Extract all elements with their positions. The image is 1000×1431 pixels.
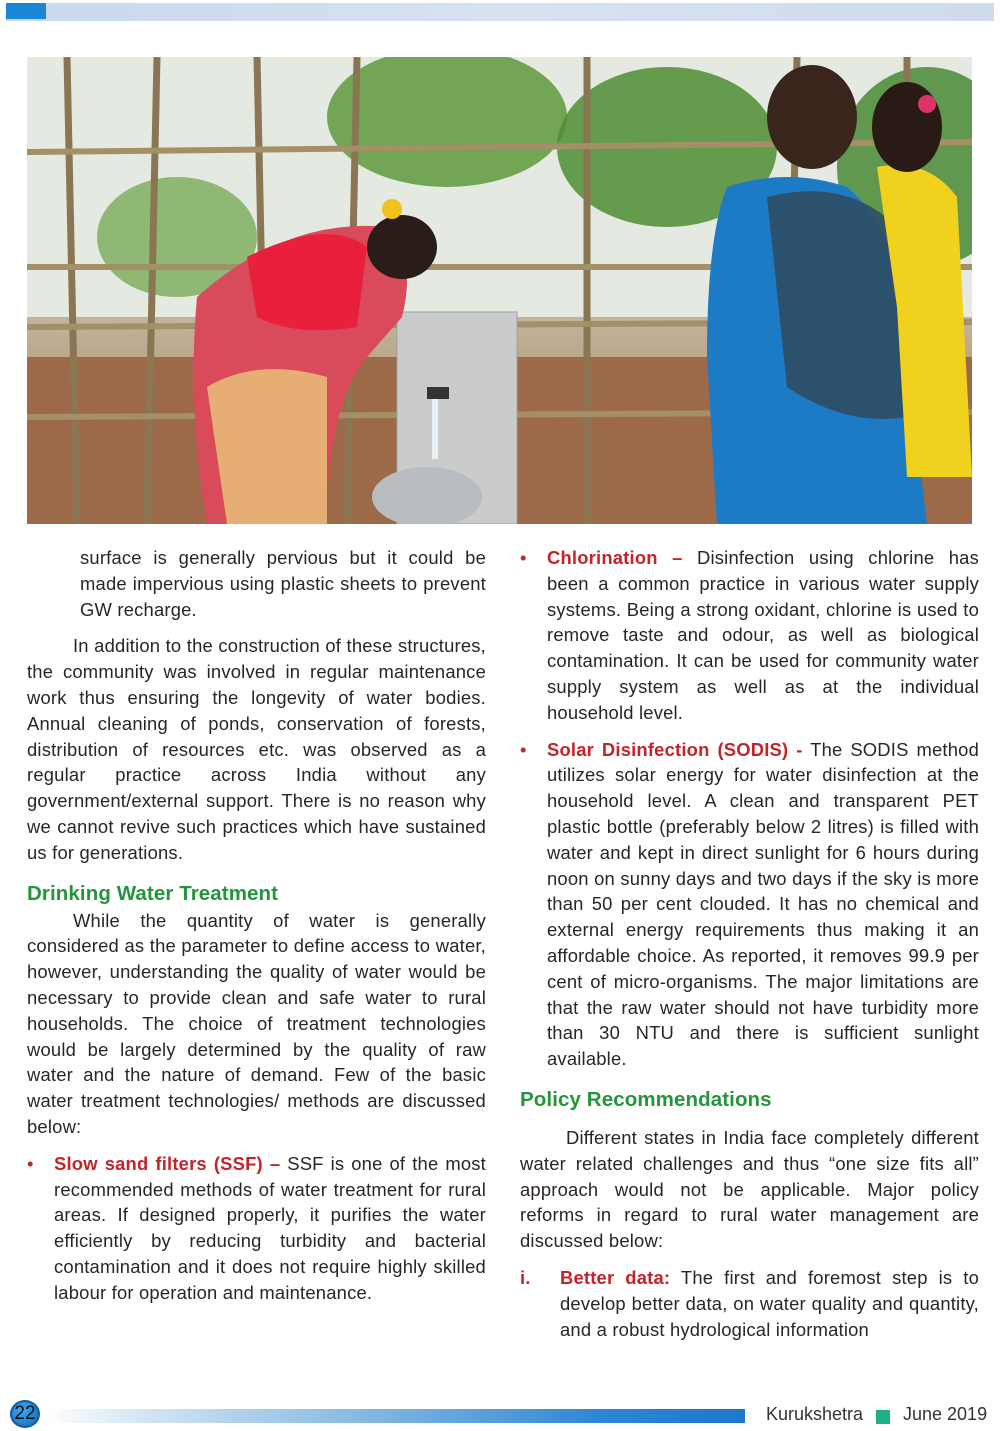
community-paragraph: In addition to the construction of these structures, the community was involved in regular maintenance work thus ensuring the longevity of water bodies. Annual cleaning of ponds, conservation of forests, distribution of resources etc. was observed as a regular practice across India without any government/external support. There is no reason why we cannot revive such practices which have sustained us for generations. — [27, 635, 486, 863]
header-accent — [6, 3, 46, 19]
bullet-sodis — [520, 737, 979, 1072]
page-number-badge — [10, 1400, 40, 1428]
bullet-text: The SODIS method utilizes solar energy for water disinfection at the household level. A clean and transparent PET plastic bottle (preferably below 2 litres) is filled with water and kept in direct sunlight for 6 hours during noon on sunny days and two days if the sky is more than 50 per cent clouded. It has no chemical and external energy requirements thus making it an affordable choice. As reported, it removes 99.9 per cent of micro-organisms. The major limitations are that the raw water should not have turbidity more than 30 NTU and there is sufficient sunlight available. — [547, 738, 979, 1070]
photo-hair-flower — [382, 199, 402, 219]
bullet-term: Solar Disinfection (SODIS) - — [547, 738, 803, 760]
right-column — [520, 545, 979, 1342]
bullet-dot-icon: • — [27, 1152, 34, 1174]
photo-water-stream — [432, 399, 438, 459]
photo-saree-pattern — [207, 369, 327, 524]
continuation-text: surface is generally pervious but it could be made impervious using plastic sheets to prevent GW recharge. — [80, 547, 486, 620]
publication-name: Kurukshetra — [766, 1404, 864, 1424]
article-photo — [27, 57, 979, 524]
item-number: i. — [520, 1266, 531, 1288]
left-column — [27, 545, 486, 1306]
photo-hair-flower — [918, 95, 936, 113]
photo-tap — [427, 387, 449, 399]
issue-date: June 2019 — [903, 1404, 988, 1424]
photo-illustration — [27, 57, 979, 524]
header-band — [6, 3, 994, 21]
bullet-dot-icon: • — [520, 547, 527, 568]
numbered-item-better-data — [520, 1265, 979, 1342]
section-heading-drinking-water: Drinking Water Treatment — [27, 881, 279, 905]
bullet-slow-sand-filters — [27, 1151, 486, 1306]
photo-woman-head — [367, 215, 437, 279]
bullet-text: Disinfection using chlorine has been a common practice in various water supply systems. Being a strong oxidant, chlorine is used to remove taste and odour, as well as biological contamination. It can be used for community water supply system as well as at the individual household level. — [547, 547, 979, 723]
item-term: Better data: — [560, 1266, 671, 1288]
bullet-dot-icon: • — [520, 738, 527, 760]
bullet-term: Chlorination – — [547, 547, 683, 568]
item-text: The first and foremost step is to develop better data, on water quality and quantity, and a robust hydrological information — [560, 1266, 979, 1340]
bullet-text: SSF is one of the most recommended methods of water treatment for rural areas. If designed properly, it purifies the water efficiently by reducing turbidity and bacterial contamination and it does not require highly skilled labour for operation and maintenance. — [54, 1152, 486, 1303]
photo-woman-blue-head — [767, 65, 857, 169]
policy-intro-paragraph: Different states in India face completely different water related challenges and thus “one size fits all” approach would not be applicable. Major policy reforms in regard to rural water management are discussed below: — [520, 1126, 979, 1252]
photo-woman-yellow-head — [872, 82, 942, 172]
treatment-intro-paragraph: While the quantity of water is generally considered as the parameter to define access to water, however, understanding the quality of water would be necessary to provide clean and safe water to rural households. The choice of treatment technologies would be largely determined by the quality of raw water and the nature of demand. Few of the basic water treatment technologies/ methods are discussed below: — [27, 909, 486, 1137]
footer-gradient-bar — [45, 1409, 745, 1423]
section-heading-policy: Policy Recommendations — [520, 1087, 772, 1111]
photo-edge — [972, 57, 979, 524]
footer-square-icon — [876, 1410, 890, 1424]
bullet-term: Slow sand filters (SSF) – — [54, 1152, 281, 1174]
bullet-chlorination — [520, 545, 979, 726]
page-number: 22 — [14, 1403, 36, 1424]
